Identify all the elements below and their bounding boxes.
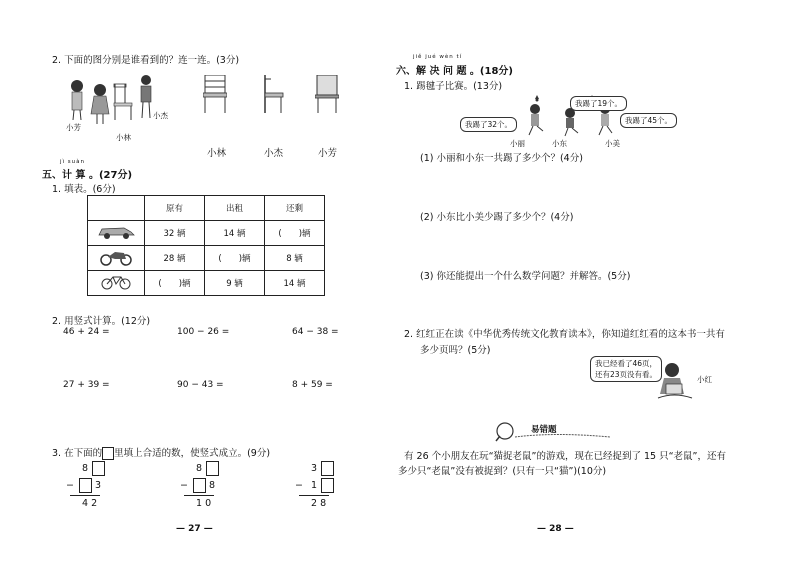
q2-reading-line1: 2. 红红正在读《中华优秀传统文化教育读本》，你知道红红看的这本书一共有 <box>404 329 725 340</box>
kid-label-xiaolin: 小林 <box>116 133 131 142</box>
vertical-mid-digit: 3 <box>95 480 102 491</box>
calc-item: 100 − 26 = <box>177 327 230 337</box>
bicycle-icon <box>88 271 145 296</box>
kid-label-xiaodong: 小东 <box>552 139 567 148</box>
blank-box[interactable] <box>193 478 206 493</box>
kid-label-xiaoli: 小丽 <box>510 139 525 148</box>
rental-table <box>87 195 325 296</box>
girl-reading-illustration <box>652 360 697 405</box>
chair-side-icon <box>261 75 285 115</box>
table-header-cell: 还剩 <box>265 196 325 221</box>
q1-fill-table-title: 1. 填表。(6分) <box>52 184 116 195</box>
vertical-line <box>299 495 329 496</box>
vertical-top-digit: 8 <box>196 463 203 474</box>
kid-label-xiaomei: 小美 <box>605 139 620 148</box>
easy-wrong-line1: 有 26 个小朋友在玩“猫捉老鼠”的游戏，现在已经捉到了 15 只“老鼠”，还有 <box>404 451 726 462</box>
vertical-mid-digit: 1 <box>311 480 318 491</box>
vertical-result: 1 0 <box>196 498 212 509</box>
table-row <box>88 221 325 246</box>
car-icon <box>88 221 145 246</box>
table-cell: ( )辆 <box>265 221 325 246</box>
page-number-right: — 28 — <box>537 524 574 534</box>
vertical-line <box>184 495 214 496</box>
q1-sub2: (2) 小东比小美少踢了多少个？(4分) <box>420 212 574 223</box>
section5-title: 五、计 算 。(27分) <box>42 170 133 181</box>
table-header-cell: 原有 <box>145 196 205 221</box>
table-cell: ( )辆 <box>145 271 205 296</box>
blank-box[interactable] <box>79 478 92 493</box>
calc-item: 27 + 39 = <box>63 380 110 390</box>
vertical-operator: − <box>66 480 74 491</box>
q2-vertical-calc-title: 2. 用竖式计算。(12分) <box>52 316 151 327</box>
chair-label-3: 小芳 <box>318 148 338 159</box>
calc-item: 90 − 43 = <box>177 380 224 390</box>
vertical-operator: − <box>180 480 188 491</box>
blank-box[interactable] <box>321 461 334 476</box>
q3-title <box>52 445 270 460</box>
chair-label-1: 小林 <box>207 148 227 159</box>
blank-box[interactable] <box>321 478 334 493</box>
chair-label-2: 小杰 <box>264 148 284 159</box>
page-number-left: — 27 — <box>176 524 213 534</box>
q3-title-part-a: 3. 在下面的 <box>52 448 103 459</box>
table-header-row <box>88 196 325 221</box>
section5-pinyin: jì suàn <box>60 159 86 165</box>
easy-wrong-line2: 多少只“老鼠”没有被捉到？(只有一只“猫”)(10分) <box>398 466 607 477</box>
blank-box-icon <box>102 447 114 460</box>
kid-label-xiaofang: 小芳 <box>66 123 81 132</box>
table-header-cell: 出租 <box>205 196 265 221</box>
section6-pinyin: jiě jué wèn tí <box>413 54 463 60</box>
q1-sub3: (3) 你还能提出一个什么数学问题？并解答。(5分) <box>420 271 631 282</box>
q1-jianzi-title: 1. 踢毽子比赛。(13分) <box>404 81 503 92</box>
table-cell: 8 辆 <box>265 246 325 271</box>
chair-back-icon <box>315 75 339 115</box>
speech-bubble: 我踢了45个。 <box>620 113 677 128</box>
calc-item: 46 + 24 = <box>63 327 110 337</box>
calc-item: 8 + 59 = <box>292 380 333 390</box>
table-cell: 28 辆 <box>145 246 205 271</box>
q2-reading-line2: 多少页吗？(5分) <box>420 345 491 356</box>
calc-item: 64 − 38 = <box>292 327 339 337</box>
kid-label-xiaojie: 小杰 <box>153 111 168 120</box>
table-cell: 32 辆 <box>145 221 205 246</box>
vertical-result: 4 2 <box>82 498 98 509</box>
vertical-mid-digit: 8 <box>209 480 216 491</box>
easy-wrong-label: 易错题 <box>531 425 557 435</box>
motorcycle-icon <box>88 246 145 271</box>
q1-sub1: (1) 小丽和小东一共踢了多少个？(4分) <box>420 153 583 164</box>
table-header-cell <box>88 196 145 221</box>
table-cell: 14 辆 <box>205 221 265 246</box>
table-row <box>88 271 325 296</box>
blank-box[interactable] <box>206 461 219 476</box>
table-row <box>88 246 325 271</box>
q2-title: 2. 下面的图分别是谁看到的？连一连。(3分) <box>52 55 240 66</box>
kid-label-xiaohong: 小红 <box>697 375 712 384</box>
speech-bubble: 我踢了19个。 <box>570 96 627 111</box>
speech-bubble: 我踢了32个。 <box>460 117 517 132</box>
vertical-result: 2 8 <box>311 498 327 509</box>
vertical-top-digit: 8 <box>82 463 89 474</box>
q3-title-part-b: 里填上合适的数，使竖式成立。(9分) <box>114 448 271 459</box>
vertical-line <box>70 495 100 496</box>
table-cell: 14 辆 <box>265 271 325 296</box>
vertical-operator: − <box>295 480 303 491</box>
bubble-line: 还有23页没有看。 <box>595 370 658 379</box>
bubble-line: 我已经看了46页， <box>595 359 658 368</box>
table-cell: 9 辆 <box>205 271 265 296</box>
vertical-top-digit: 3 <box>311 463 318 474</box>
chair-front-icon <box>203 75 227 115</box>
table-cell: ( )辆 <box>205 246 265 271</box>
blank-box[interactable] <box>92 461 105 476</box>
section6-title: 六、解 决 问 题 。(18分) <box>396 66 513 77</box>
